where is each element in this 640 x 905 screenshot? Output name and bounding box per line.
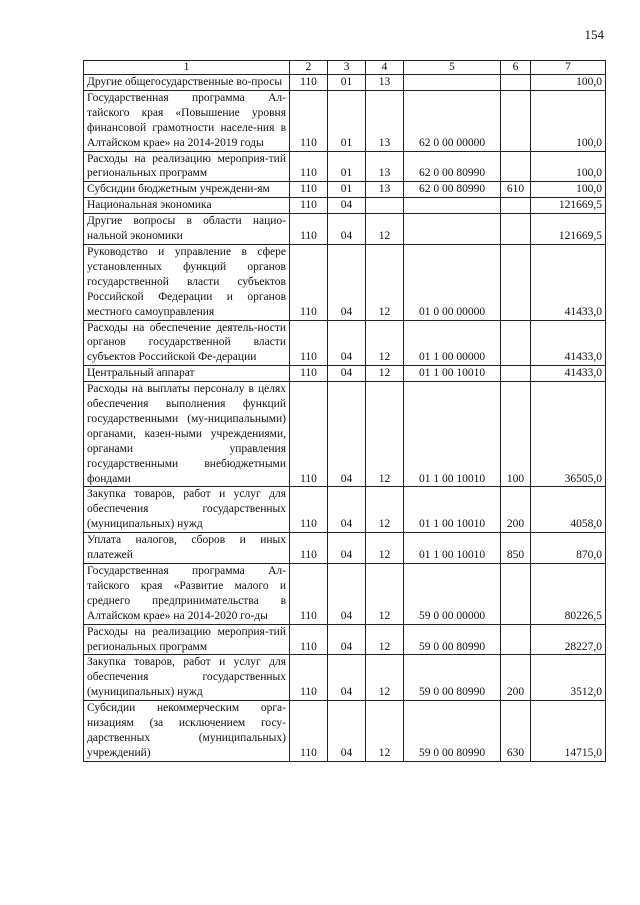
row-section: 04 xyxy=(328,564,366,625)
row-amount: 121669,5 xyxy=(531,214,606,245)
column-number: 1 xyxy=(84,61,290,75)
row-subsection: 12 xyxy=(366,487,404,533)
table-row xyxy=(84,75,606,91)
row-ministry: 110 xyxy=(290,320,328,366)
row-expense-type xyxy=(501,244,531,320)
row-section: 01 xyxy=(328,151,366,182)
row-expense-type: 610 xyxy=(501,182,531,198)
row-name-cell xyxy=(84,487,290,533)
row-name: Закупка товаров, работ и услуг для обеспечения государственных (муниципальных) нужд xyxy=(87,488,286,531)
row-name: Другие вопросы в области нацио-нальной экономики xyxy=(87,215,286,243)
row-amount: 41433,0 xyxy=(531,366,606,382)
row-name: Государственная программа Ал-тайского края «Повышение уровня финансовой грамотности населе-ния в Алтайском крае» на 2014-2019 годы xyxy=(87,91,286,149)
column-number: 3 xyxy=(328,61,366,75)
row-section: 04 xyxy=(328,244,366,320)
row-name: Другие общегосударственные во-просы xyxy=(87,76,283,88)
row-expense-type: 850 xyxy=(501,533,531,564)
row-amount: 41433,0 xyxy=(531,320,606,366)
row-target: 01 1 00 10010 xyxy=(404,366,501,382)
row-name: Национальная экономика xyxy=(87,199,212,212)
row-name-cell xyxy=(84,214,290,245)
row-subsection: 12 xyxy=(366,701,404,762)
table-row xyxy=(84,198,606,214)
row-section: 01 xyxy=(328,182,366,198)
row-expense-type xyxy=(501,624,531,655)
table-row xyxy=(84,533,606,564)
row-name-cell xyxy=(84,701,290,762)
row-name-cell xyxy=(84,382,290,487)
row-target: 01 1 00 10010 xyxy=(404,487,501,533)
row-expense-type xyxy=(501,90,531,151)
row-amount: 100,0 xyxy=(531,90,606,151)
table-row xyxy=(84,214,606,245)
row-expense-type xyxy=(501,564,531,625)
row-name-cell xyxy=(84,655,290,701)
row-subsection: 13 xyxy=(366,75,404,91)
row-target: 59 0 00 00000 xyxy=(404,564,501,625)
row-name-cell xyxy=(84,533,290,564)
row-ministry: 110 xyxy=(290,182,328,198)
row-name-cell xyxy=(84,182,290,198)
row-target: 62 0 00 80990 xyxy=(404,182,501,198)
row-target: 62 0 00 80990 xyxy=(404,151,501,182)
row-ministry: 110 xyxy=(290,382,328,487)
row-section: 04 xyxy=(328,624,366,655)
row-name-cell xyxy=(84,624,290,655)
row-target xyxy=(404,198,501,214)
row-amount: 80226,5 xyxy=(531,564,606,625)
column-number: 7 xyxy=(531,61,606,75)
row-section: 04 xyxy=(328,655,366,701)
table-row xyxy=(84,151,606,182)
row-amount: 121669,5 xyxy=(531,198,606,214)
row-subsection xyxy=(366,198,404,214)
row-amount: 870,0 xyxy=(531,533,606,564)
row-amount: 14715,0 xyxy=(531,701,606,762)
row-name-cell xyxy=(84,198,290,214)
row-target: 01 0 00 00000 xyxy=(404,244,501,320)
row-subsection: 12 xyxy=(366,624,404,655)
row-subsection: 13 xyxy=(366,151,404,182)
row-subsection: 13 xyxy=(366,90,404,151)
row-ministry: 110 xyxy=(290,624,328,655)
column-number-row xyxy=(84,61,606,75)
table-row xyxy=(84,382,606,487)
row-name: Руководство и управление в сфере установленных функций органов государственной власти субъектов Российской Федерации и органов местного самоуправления xyxy=(87,245,286,318)
row-target: 59 0 00 80990 xyxy=(404,624,501,655)
row-amount: 100,0 xyxy=(531,75,606,91)
row-amount: 28227,0 xyxy=(531,624,606,655)
row-subsection: 12 xyxy=(366,564,404,625)
row-expense-type: 100 xyxy=(501,382,531,487)
table-row xyxy=(84,487,606,533)
row-ministry: 110 xyxy=(290,366,328,382)
row-ministry: 110 xyxy=(290,198,328,214)
row-ministry: 110 xyxy=(290,244,328,320)
row-amount: 100,0 xyxy=(531,151,606,182)
row-target: 59 0 00 80990 xyxy=(404,655,501,701)
budget-table xyxy=(83,60,606,762)
row-section: 04 xyxy=(328,320,366,366)
row-target: 01 1 00 10010 xyxy=(404,382,501,487)
row-section: 04 xyxy=(328,214,366,245)
row-name-cell xyxy=(84,75,290,91)
row-name: Субсидии бюджетным учреждени-ям xyxy=(87,183,270,196)
row-subsection: 12 xyxy=(366,244,404,320)
row-expense-type: 200 xyxy=(501,655,531,701)
row-expense-type xyxy=(501,198,531,214)
table-row xyxy=(84,624,606,655)
row-ministry: 110 xyxy=(290,487,328,533)
row-ministry: 110 xyxy=(290,75,328,91)
column-number: 2 xyxy=(290,61,328,75)
row-subsection: 12 xyxy=(366,320,404,366)
row-name-cell xyxy=(84,90,290,151)
row-subsection: 13 xyxy=(366,182,404,198)
column-number: 4 xyxy=(366,61,404,75)
row-amount: 41433,0 xyxy=(531,244,606,320)
row-name-cell xyxy=(84,366,290,382)
page-number: 154 xyxy=(584,27,604,42)
row-expense-type: 200 xyxy=(501,487,531,533)
row-name: Расходы на обеспечение деятель-ности органов государственной власти субъектов Российской Фе-дерации xyxy=(87,321,286,364)
row-target: 62 0 00 00000 xyxy=(404,90,501,151)
row-section: 01 xyxy=(328,90,366,151)
table-row xyxy=(84,182,606,198)
row-name: Уплата налогов, сборов и иных платежей xyxy=(87,534,286,562)
row-amount: 100,0 xyxy=(531,182,606,198)
table-row xyxy=(84,366,606,382)
row-name-cell xyxy=(84,151,290,182)
row-name: Субсидии некоммерческим орга-низациям (за исключением госу-дарственных (муниципальных) учреждений) xyxy=(87,702,286,759)
row-subsection: 12 xyxy=(366,382,404,487)
row-expense-type xyxy=(501,214,531,245)
row-ministry: 110 xyxy=(290,214,328,245)
row-section: 04 xyxy=(328,382,366,487)
row-target: 01 1 00 10010 xyxy=(404,533,501,564)
row-ministry: 110 xyxy=(290,564,328,625)
row-amount: 36505,0 xyxy=(531,382,606,487)
row-section: 04 xyxy=(328,533,366,564)
row-expense-type xyxy=(501,75,531,91)
row-name: Расходы на выплаты персоналу в целях обеспечения выполнения функций государственными (му-ниципальными) органами, казен-ными учреждениями, органами управления государственными внебюджетными фондами xyxy=(87,383,286,485)
row-ministry: 110 xyxy=(290,655,328,701)
row-section: 04 xyxy=(328,487,366,533)
row-expense-type xyxy=(501,151,531,182)
table-row xyxy=(84,701,606,762)
row-subsection: 12 xyxy=(366,533,404,564)
table-row xyxy=(84,320,606,366)
row-ministry: 110 xyxy=(290,151,328,182)
row-subsection: 12 xyxy=(366,214,404,245)
row-section: 01 xyxy=(328,75,366,91)
row-target xyxy=(404,214,501,245)
row-subsection: 12 xyxy=(366,366,404,382)
column-number: 6 xyxy=(501,61,531,75)
row-section: 04 xyxy=(328,701,366,762)
row-name: Расходы на реализацию мероприя-тий региональных программ xyxy=(87,152,286,180)
row-name-cell xyxy=(84,244,290,320)
row-target: 59 0 00 80990 xyxy=(404,701,501,762)
row-name-cell xyxy=(84,320,290,366)
row-amount: 4058,0 xyxy=(531,487,606,533)
row-expense-type xyxy=(501,320,531,366)
row-amount: 3512,0 xyxy=(531,655,606,701)
row-target xyxy=(404,75,501,91)
row-expense-type: 630 xyxy=(501,701,531,762)
row-name: Центральный аппарат xyxy=(87,367,195,380)
row-section: 04 xyxy=(328,366,366,382)
column-number: 5 xyxy=(404,61,501,75)
row-ministry: 110 xyxy=(290,701,328,762)
table-row xyxy=(84,655,606,701)
row-name: Расходы на реализацию мероприя-тий региональных программ xyxy=(87,625,286,653)
row-subsection: 12 xyxy=(366,655,404,701)
row-ministry: 110 xyxy=(290,90,328,151)
table-row xyxy=(84,90,606,151)
table-row xyxy=(84,564,606,625)
row-name-cell xyxy=(84,564,290,625)
row-expense-type xyxy=(501,366,531,382)
row-name: Государственная программа Ал-тайского края «Развитие малого и среднего предпринимательства в Алтайском крае» на 2014-2020 го-ды xyxy=(87,565,286,622)
row-name: Закупка товаров, работ и услуг для обеспечения государственных (муниципальных) нужд xyxy=(87,656,286,699)
table-row xyxy=(84,244,606,320)
row-section: 04 xyxy=(328,198,366,214)
row-ministry: 110 xyxy=(290,533,328,564)
row-target: 01 1 00 00000 xyxy=(404,320,501,366)
